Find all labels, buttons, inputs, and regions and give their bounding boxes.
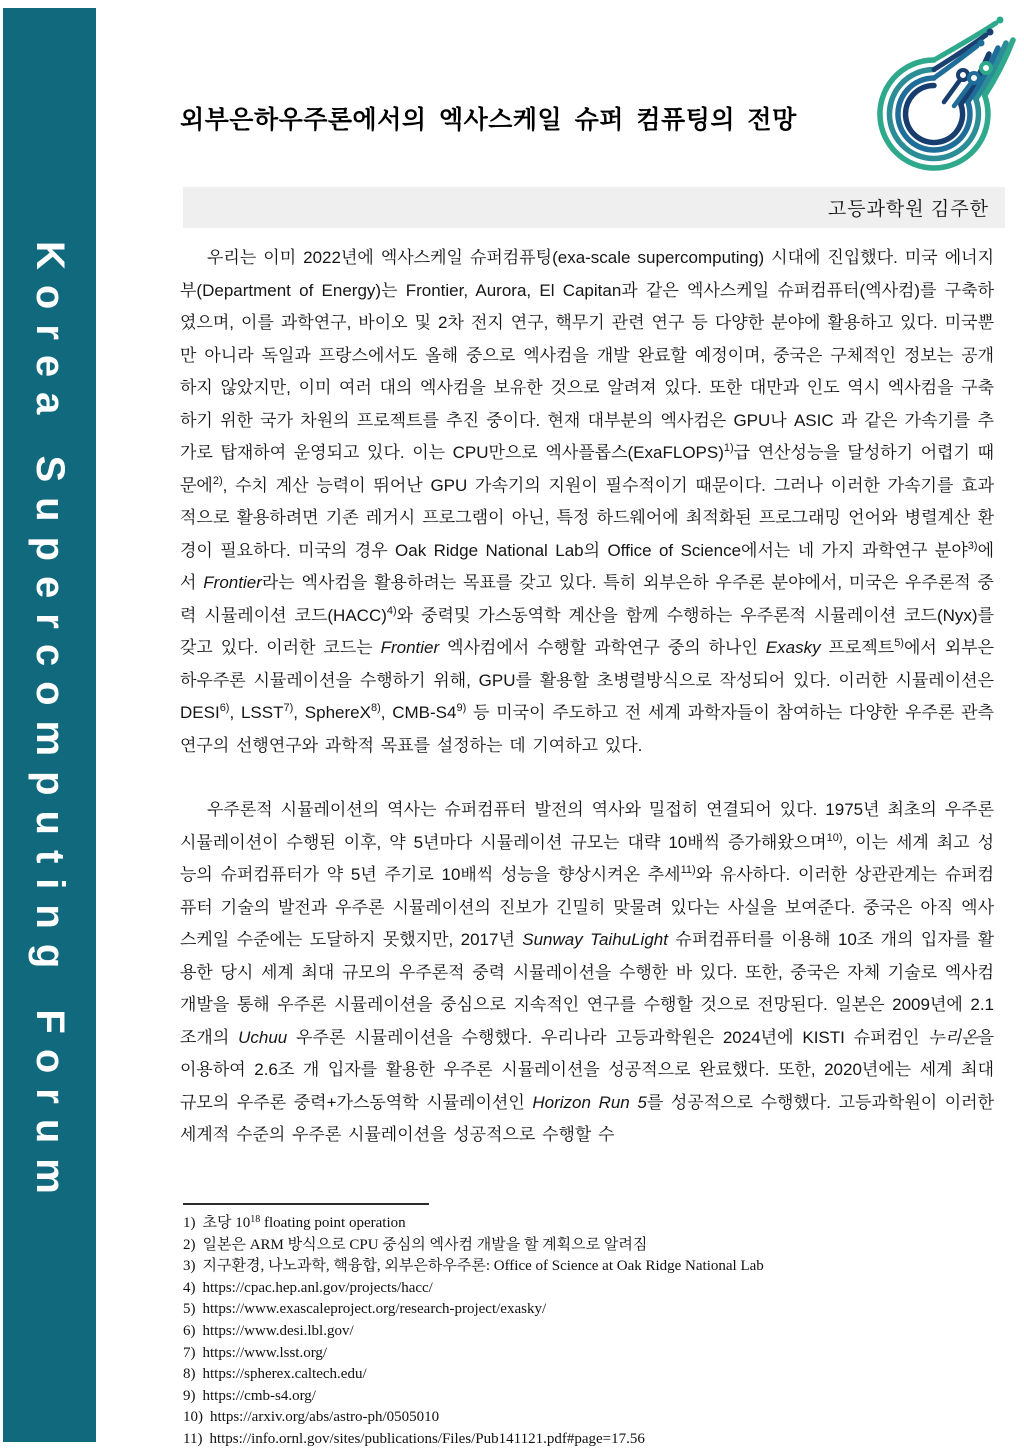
article-body bbox=[180, 242, 994, 1200]
forum-banner-label: Korea Supercomputing Forum bbox=[28, 241, 72, 1209]
forum-banner bbox=[3, 8, 96, 1442]
footnote-number: 6) bbox=[183, 1322, 196, 1339]
footnote-text: https://spherex.caltech.edu/ bbox=[202, 1366, 367, 1383]
footnote-number: 5) bbox=[183, 1301, 196, 1318]
footnote-text: https://www.exascaleproject.org/research-project/exasky/ bbox=[202, 1301, 547, 1318]
footnote-item bbox=[183, 1407, 1005, 1429]
footnote-item bbox=[183, 1364, 1005, 1386]
footnote-number: 4) bbox=[183, 1279, 196, 1296]
footnote-number: 11) bbox=[183, 1430, 203, 1447]
footnote-number: 9) bbox=[183, 1387, 196, 1404]
footnote-item bbox=[183, 1429, 1005, 1448]
footnote-item bbox=[183, 1321, 1005, 1343]
footnote-item bbox=[183, 1299, 1005, 1321]
footnote-item bbox=[183, 1343, 1005, 1365]
footnote-text: https://www.lsst.org/ bbox=[202, 1344, 328, 1361]
footnote-number: 8) bbox=[183, 1366, 196, 1383]
footnote-text: https://www.desi.lbl.gov/ bbox=[202, 1322, 354, 1339]
footnote-text: https://cpac.hep.anl.gov/projects/hacc/ bbox=[202, 1279, 433, 1296]
footnote-number: 10) bbox=[183, 1409, 203, 1426]
author-name: 고등과학원 김주한 bbox=[827, 199, 989, 220]
footnote-number: 2) bbox=[183, 1236, 196, 1253]
footnote-text: 지구환경, 나노과학, 핵융합, 외부은하우주론: Office of Science at Oak Ridge National Lab bbox=[202, 1258, 764, 1275]
footnote-item bbox=[183, 1235, 1005, 1257]
paragraph-2: 우주론적 시뮬레이션의 역사는 슈퍼컴퓨터 발전의 역사와 밀접히 연결되어 있다. 1975년 최초의 우주론 시뮬레이션이 수행된 이후, 약 5년마다 시뮬레이션 규모는 대략 10배씩 증가해왔으며$^{10)}$, 이는 세계 최고 성능의 슈퍼컴퓨터가 약 5년 주기로 10배씩 성능을 향상시켜온 추세$^{11)}$와 유사하다. 이러한 상관관계는 슈퍼컴퓨터 기술의 발전과 우주론 시뮬레이션의 진보가 긴밀히 맞물려 있다는 사실을 보여준다. 중국은 아직 엑사스케일 수준에는 도달하지 못했지만, 2017년 Sunway TaihuLight 슈퍼컴퓨터를 이용해 10조 개의 입자를 활용한 당시 세계 최대 규모의 우주론적 중력 시뮬레이션을 수행한 바 있다. 또한, 중국은 자체 기술로 엑사컴 개발을 통해 우주론 시뮬레이션을 중심으로 지속적인 연구를 수행할 것으로 전망된다. 일본은 2009년에 2.1조개의 Uchuu 우주론 시뮬레이션을 수행했다. 우리나라 고등과학원은 2024년에 KISTI 슈퍼컴인 누리온을 이용하여 2.6조 개 입자를 활용한 우주론 시뮬레이션을 성공적으로 완료했다. 또한, 2020년에는 세계 최대 규모의 우주론 중력+가스동역학 시뮬레이션인 Horizon Run 5를 성공적으로 수행했다. 고등과학원이 이러한 세계적 수준의 우주론 시뮬레이션을 성공적으로 수행할 수 bbox=[180, 800, 994, 1144]
footnote-section bbox=[183, 1203, 1005, 1448]
footnote-number: 1) bbox=[183, 1215, 196, 1231]
forum-logo-icon bbox=[876, 10, 1016, 188]
footnote-text: 초당 $10^{18}$ floating point operation bbox=[202, 1214, 406, 1231]
footnote-text: 일본은 ARM 방식으로 CPU 중심의 엑사컴 개발을 할 계획으로 알려짐 bbox=[202, 1236, 648, 1253]
footnote-number: 7) bbox=[183, 1344, 196, 1361]
footnote-item bbox=[183, 1213, 1005, 1235]
author-bar bbox=[183, 187, 1005, 228]
footnote-rule bbox=[183, 1203, 429, 1205]
footnote-text: https://cmb-s4.org/ bbox=[202, 1387, 316, 1404]
footnote-text: https://info.ornl.gov/sites/publications/Files/Pub141121.pdf#page=17.56 bbox=[209, 1430, 645, 1447]
footnote-item bbox=[183, 1386, 1005, 1408]
footnote-number: 3) bbox=[183, 1258, 196, 1275]
page-title: 외부은하우주론에서의 엑사스케일 슈퍼 컴퓨팅의 전망 bbox=[180, 105, 797, 134]
footnote-item bbox=[183, 1256, 1005, 1278]
paragraph-1: 우리는 이미 2022년에 엑사스케일 슈퍼컴퓨팅(exa-scale supercomputing) 시대에 진입했다. 미국 에너지부(Department of Energy)는 Frontier, Aurora, El Capitan과 같은 엑사스케일 슈퍼컴퓨터(엑사컴)를 구축하였으며, 이를 과학연구, 바이오 및 2차 전지 연구, 핵무기 관련 연구 등 다양한 분야에 활용하고 있다. 미국뿐만 아니라 독일과 프랑스에서도 올해 중으로 엑사컴을 개발 완료할 예정이며, 중국은 구체적인 정보는 공개하지 않았지만, 이미 여러 대의 엑사컴을 보유한 것으로 알려져 있다. 또한 대만과 인도 역시 엑사컴을 구축하기 위한 국가 차원의 프로젝트를 추진 중이다. 현재 대부분의 엑사컴은 GPU나 ASIC 과 같은 가속기를 추가로 탑재하여 운영되고 있다. 이는 CPU만으로 엑사플롭스(ExaFLOPS)$^{1)}$급 연산성능을 달성하기 어렵기 때문에$^{2)}$, 수치 계산 능력이 뛰어난 GPU 가속기의 지원이 필수적이기 때문이다. 그러나 이러한 가속기를 효과적으로 활용하려면 기존 레거시 프로그램이 아닌, 특정 하드웨어에 최적화된 프로그래밍 언어와 병렬계산 환경이 필요하다. 미국의 경우 Oak Ridge National Lab의 Office of Science에서는 네 가지 과학연구 분야$^{3)}$에서 Frontier라는 엑사컴을 활용하려는 목표를 갖고 있다. 특히 외부은하 우주론 분야에서, 미국은 우주론적 중력 시뮬레이션 코드(HACC)$^{4)}$와 중력및 가스동역학 계산을 함께 수행하는 우주론적 시뮬레이션 코드(Nyx)를 갖고 있다. 이러한 코드는 Frontier 엑사컴에서 수행할 과학연구 중의 하나인 Exasky 프로젝트$^{5)}$에서 외부은하우주론 시뮬레이션을 수행하기 위해, GPU를 활용할 초병렬방식으로 작성되어 있다. 이러한 시뮬레이션은 DESI$^{6)}$, LSST$^{7)}$, SphereX$^{8)}$, CMB-S4$^{9)}$ 등 미국이 주도하고 전 세계 과학자들이 참여하는 다양한 우주론 관측 연구의 선행연구와 과학적 목표를 설정하는 데 기여하고 있다. bbox=[180, 248, 994, 755]
footnote-text: https://arxiv.org/abs/astro-ph/0505010 bbox=[210, 1409, 440, 1426]
footnote-item bbox=[183, 1278, 1005, 1300]
footnote-list bbox=[183, 1213, 1005, 1448]
